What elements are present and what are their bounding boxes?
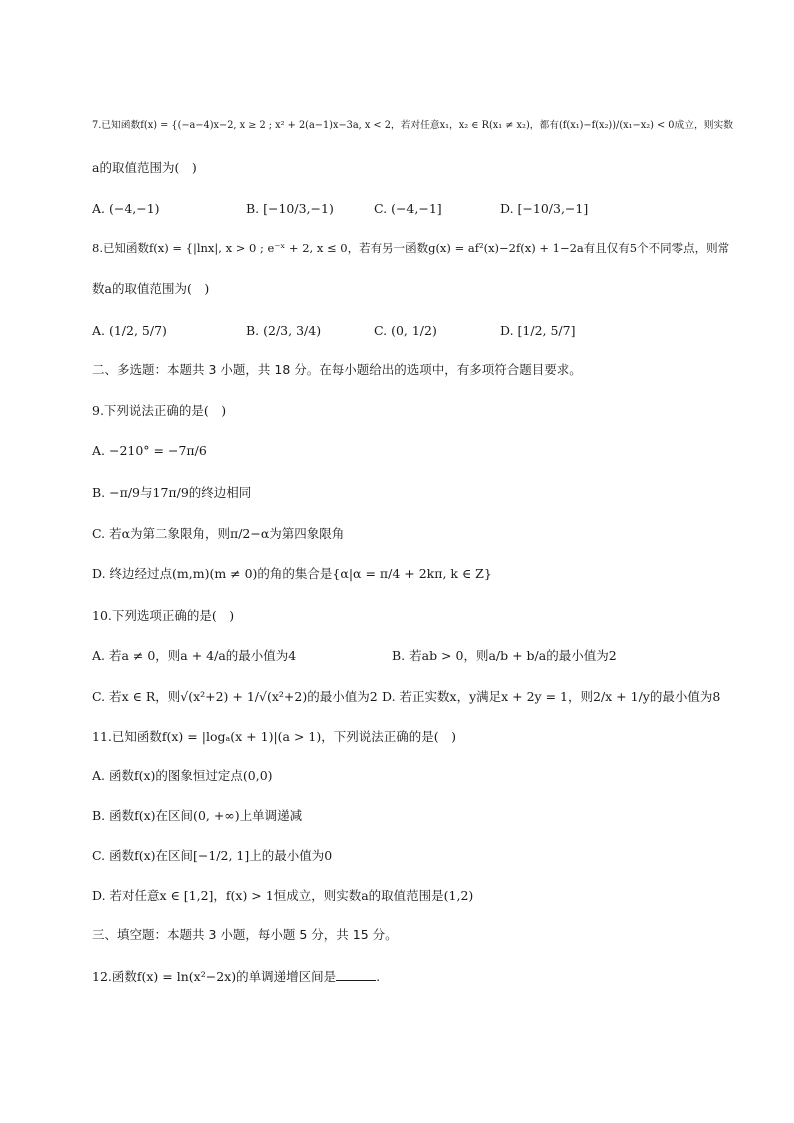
q10-option-c: C. 若x ∈ R，则√(x²+2) + 1/√(x²+2)的最小值为2	[92, 689, 378, 704]
q7-option-b: B. [−10/3,−1)	[246, 201, 334, 216]
q7-option-c: C. (−4,−1]	[374, 201, 442, 216]
q11-option-a: A. 函数f(x)的图象恒过定点(0,0)	[92, 768, 273, 783]
q12-line	[92, 968, 380, 985]
q8-option-a: A. (1/2, 5/7)	[92, 323, 167, 338]
q9-option-a: A. −210° = −7π/6	[92, 443, 207, 458]
q7-option-d: D. [−10/3,−1]	[500, 201, 589, 216]
q9-option-c: C. 若α为第二象限角，则π/2−α为第四象限角	[92, 526, 345, 541]
q8-stem-line1: 8.已知函数f(x) = {|lnx|, x > 0 ; e⁻ˣ + 2, x ≤ 0，若有另一函数g(x) = af²(x)−2f(x) + 1−2a有且仅有5个不同零点，则常	[92, 241, 730, 255]
q8-option-d: D. [1/2, 5/7]	[500, 323, 576, 338]
q10-stem: 10.下列选项正确的是( )	[92, 608, 235, 623]
q8-option-c: C. (0, 1/2)	[374, 323, 437, 338]
q9-option-d: D. 终边经过点(m,m)(m ≠ 0)的角的集合是{α|α = π/4 + 2kπ, k ∈ Z}	[92, 566, 492, 581]
q11-stem: 11.已知函数f(x) = |logₐ(x + 1)|(a > 1)，下列说法正确的是( )	[92, 729, 457, 744]
q11-option-d: D. 若对任意x ∈ [1,2]，f(x) > 1恒成立，则实数a的取值范围是(1,2)	[92, 888, 474, 903]
q8-option-b: B. (2/3, 3/4)	[246, 323, 322, 338]
q12-stem: 12.函数f(x) = ln(x²−2x)的单调递增区间是	[92, 969, 337, 984]
q10-option-a: A. 若a ≠ 0，则a + 4/a的最小值为4	[92, 648, 297, 663]
q11-option-b: B. 函数f(x)在区间(0, +∞)上单调递减	[92, 808, 303, 823]
section-heading-fill-in: 三、填空题：本题共 3 小题，每小题 5 分，共 15 分。	[92, 927, 398, 942]
q10-option-b: B. 若ab > 0，则a/b + b/a的最小值为2	[392, 648, 617, 663]
q7-stem-line2: a的取值范围为( )	[92, 160, 197, 175]
q12-end-mark: .	[376, 969, 381, 984]
q9-option-b: B. −π/9与17π/9的终边相同	[92, 485, 252, 500]
q7-stem-line1: 7.已知函数f(x) = {(−a−4)x−2, x ≥ 2 ; x² + 2(a−1)x−3a, x < 2，若对任意x₁，x₂ ∈ R(x₁ ≠ x₂)，都有(f(x₁)−f(x₂))/(x₁−x₂) < 0成立，则实数	[92, 120, 733, 131]
q11-option-c: C. 函数f(x)在区间[−1/2, 1]上的最小值为0	[92, 848, 333, 863]
q12-answer-blank	[336, 968, 376, 981]
q8-stem-line2: 数a的取值范围为( )	[92, 281, 210, 296]
q9-stem: 9.下列说法正确的是( )	[92, 403, 227, 418]
q10-option-d: D. 若正实数x，y满足x + 2y = 1，则2/x + 1/y的最小值为8	[382, 689, 721, 704]
section-heading-multi-choice: 二、多选题：本题共 3 小题，共 18 分。在每小题给出的选项中，有多项符合题目要求。	[92, 362, 582, 377]
q7-option-a: A. (−4,−1)	[92, 201, 160, 216]
